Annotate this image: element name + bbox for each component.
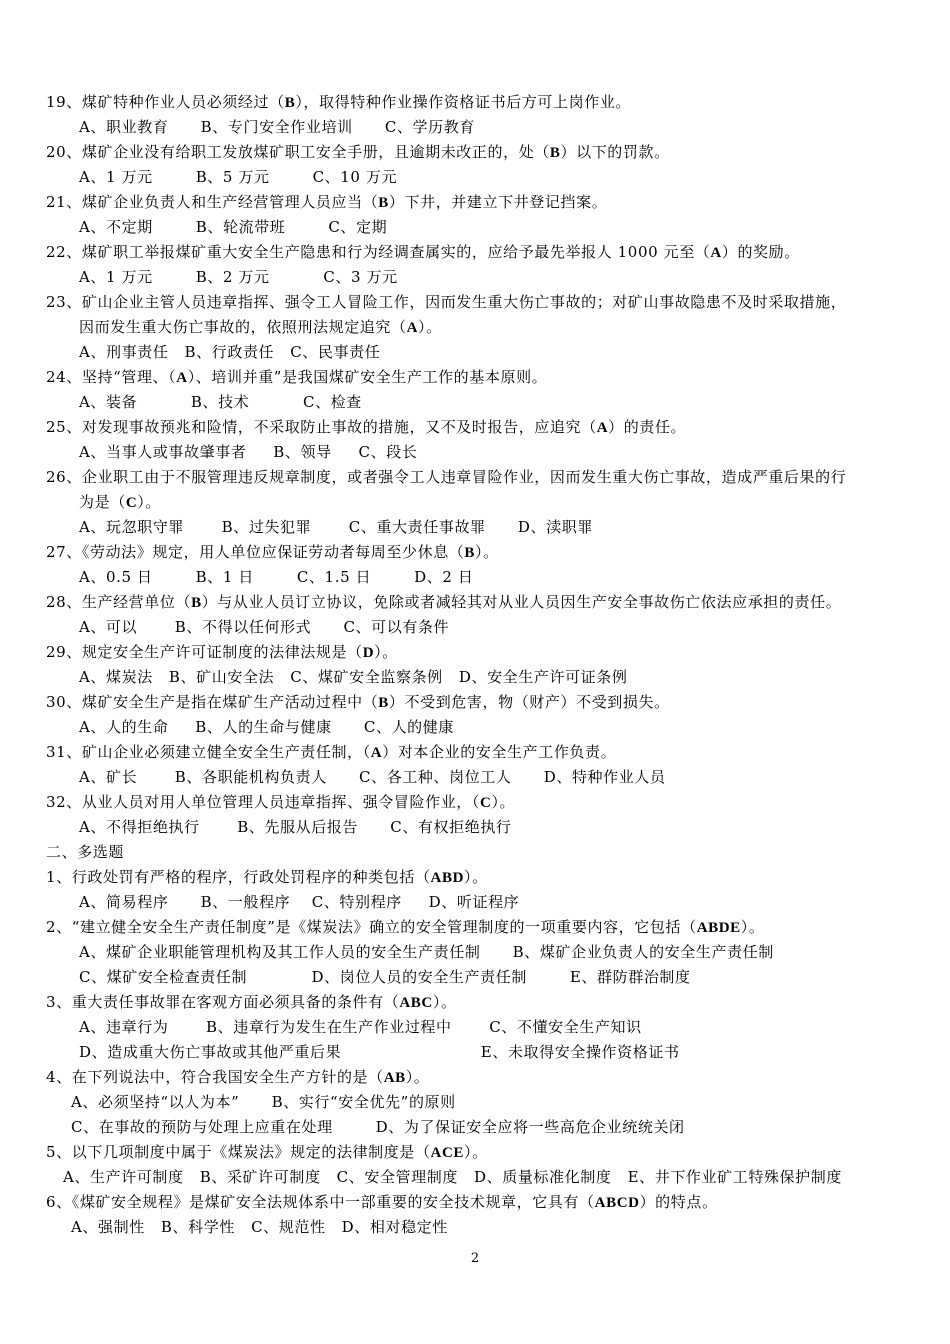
line-q20-opts [79, 167, 397, 187]
line-text: 21、煤矿企业负责人和生产经营管理人员应当（ [46, 193, 379, 211]
line-m2 [46, 917, 764, 938]
line-text: A、职业教育 B、专门安全作业培训 C、学历教育 [79, 118, 475, 136]
line-text: ）。 [740, 918, 765, 936]
line-q24 [46, 367, 547, 388]
line-q30 [46, 692, 670, 713]
line-q19-opts [79, 117, 475, 137]
line-text: ），取得特种作业操作资格证书后方可上岗作业。 [295, 93, 632, 111]
line-m2-opts2 [79, 967, 691, 987]
line-m3-opts1 [79, 1017, 642, 1037]
line-text: 31、矿山企业必须建立健全安全生产责任制，（ [46, 743, 371, 761]
line-q24-opts [79, 392, 362, 412]
line-text: A、必须坚持“以人为本” B、实行“安全优先”的原则 [71, 1093, 456, 1111]
line-text: 19、煤矿特种作业人员必须经过（ [46, 93, 285, 111]
line-q20 [46, 142, 670, 163]
line-q26-cont [79, 492, 161, 513]
line-text: ）。 [432, 993, 457, 1011]
line-m1-opts [79, 892, 519, 912]
line-m4-opts1 [71, 1092, 456, 1112]
line-text: A、刑事责任 B、行政责任 C、民事责任 [79, 343, 381, 361]
line-m6 [46, 1192, 718, 1213]
line-text: ）。 [491, 793, 516, 811]
line-text: 20、煤矿企业没有给职工发放煤矿职工安全手册，且逾期未改正的，处（ [46, 143, 550, 161]
line-text: A、煤炭法 B、矿山安全法 C、煤矿安全监察条例 D、安全生产许可证条例 [79, 668, 628, 686]
answer-key: ACE [430, 1145, 465, 1161]
line-q30-opts [79, 717, 454, 737]
line-text: C、煤矿安全检查责任制 D、岗位人员的安全生产责任制 E、群防群治制度 [79, 968, 691, 986]
line-text: ）。 [137, 493, 161, 511]
answer-key: A [176, 370, 188, 386]
line-text: A、矿长 B、各职能机构负责人 C、各工种、岗位工人 D、特种作业人员 [79, 768, 666, 786]
line-text: ）的责任。 [608, 418, 687, 436]
line-text: 5、以下几项制度中属于《煤炭法》规定的法律制度是（ [46, 1143, 431, 1161]
answer-key: B [191, 595, 202, 611]
line-text: ）对本企业的安全生产工作负责。 [382, 743, 617, 761]
line-q21 [46, 192, 607, 213]
line-text: 30、煤矿安全生产是指在煤矿生产活动过程中（ [46, 693, 379, 711]
answer-key: B [549, 145, 561, 161]
line-text: 因而发生重大伤亡事故的，依照刑法规定追究（ [79, 318, 407, 336]
line-text: 25、对发现事故预兆和险情，不采取防止事故的措施，又不及时报告，应追究（ [46, 418, 597, 436]
page-number: 2 [470, 1251, 480, 1266]
answer-key: A [596, 420, 609, 436]
line-text: 28、生产经营单位（ [46, 593, 192, 611]
line-text: 二、多选题 [46, 843, 125, 861]
line-text: A、0.5 日 B、1 日 C、1.5 日 D、2 日 [79, 568, 474, 586]
line-q26 [46, 467, 846, 487]
line-q32 [46, 792, 515, 813]
line-text: A、当事人或事故肇事者 B、领导 C、段长 [79, 443, 418, 461]
line-q31 [46, 742, 616, 763]
line-q23-cont [79, 317, 442, 338]
answer-key: C [125, 495, 138, 511]
answer-key: A [370, 745, 383, 761]
line-q21-opts [79, 217, 387, 237]
line-text: A、强制性 B、科学性 C、规范性 D、相对稳定性 [71, 1218, 448, 1236]
line-text: ）。 [374, 643, 398, 661]
line-q19 [46, 92, 631, 113]
line-text: 为是（ [79, 493, 126, 511]
line-text: 29、规定安全生产许可证制度的法律法规是（ [46, 643, 363, 661]
line-text: A、生产许可制度 B、采矿许可制度 C、安全管理制度 D、质量标准化制度 E、井下作业矿工特殊保护制度 [63, 1168, 842, 1186]
line-text: ）的特点。 [639, 1193, 718, 1211]
line-m5 [46, 1142, 488, 1163]
answer-key: ABCD [594, 1195, 640, 1211]
line-q29-opts [79, 667, 627, 687]
line-q22-opts [79, 267, 398, 287]
line-text: A、简易程序 B、一般程序 C、特别程序 D、听证程序 [79, 893, 520, 911]
line-text: D、造成重大伤亡事故或其他严重后果 E、未取得安全操作资格证书 [79, 1043, 680, 1061]
answer-key: B [284, 95, 296, 111]
line-text: 22、煤矿职工举报煤矿重大安全生产隐患和行为经调查属实的，应给予最先举报人 1000 元至（ [46, 243, 711, 261]
line-q31-opts [79, 767, 666, 787]
answer-key: B [378, 695, 389, 711]
line-text: 27、《劳动法》规定，用人单位应保证劳动者每周至少休息（ [46, 543, 465, 561]
line-text: A、可以 B、不得以任何形式 C、可以有条件 [79, 618, 450, 636]
line-q27 [46, 542, 499, 563]
line-m5-opts [63, 1167, 842, 1187]
line-text: C、在事故的预防与处理上应重在处理 D、为了保证安全应将一些高危企业统统关闭 [71, 1118, 685, 1136]
line-text: 26、企业职工由于不服管理违反规章制度，或者强令工人违章冒险作业，因而发生重大伤亡事故，造成严重后果的行 [46, 468, 847, 486]
line-text: A、人的生命 B、人的生命与健康 C、人的健康 [79, 718, 454, 736]
answer-key: A [406, 320, 419, 336]
line-text: ）的奖励。 [721, 243, 800, 261]
line-q26-opts [79, 517, 593, 537]
line-text: A、1 万元 B、2 万元 C、3 万元 [79, 268, 398, 286]
line-text: ）以下的罚款。 [560, 143, 670, 161]
line-text: 32、从业人员对用人单位管理人员违章指挥、强令冒险作业，（ [46, 793, 480, 811]
line-text: 2、“建立健全安全生产责任制度”是《煤炭法》确立的安全管理制度的一项重要内容，它包括（ [46, 918, 697, 936]
line-m1 [46, 867, 488, 888]
line-text: 4、在下列说法中，符合我国安全生产方针的是（ [46, 1068, 384, 1086]
line-text: ）与从业人员订立协议，免除或者减轻其对从业人员因生产安全事故伤亡依法应承担的责任。 [201, 593, 842, 611]
line-text: ）下井，并建立下井登记挡案。 [388, 193, 608, 211]
line-q22 [46, 242, 800, 263]
answer-key: A [710, 245, 722, 261]
answer-key: AB [383, 1070, 406, 1086]
line-text: ）。 [464, 868, 488, 886]
line-text: 6、《煤矿安全规程》是煤矿安全法规体系中一部重要的安全技术规章，它具有（ [46, 1193, 595, 1211]
line-m6-opts [71, 1217, 448, 1237]
line-text: A、不定期 B、轮流带班 C、定期 [79, 218, 388, 236]
line-q29 [46, 642, 398, 663]
line-text: 3、重大责任事故罪在客观方面必须具备的条件有（ [46, 993, 400, 1011]
line-q23 [46, 292, 846, 312]
answer-key: ABDE [696, 920, 741, 936]
line-m3-opts2 [79, 1042, 680, 1062]
line-sec2 [46, 842, 124, 862]
answer-key: B [378, 195, 389, 211]
answer-key: ABD [430, 870, 465, 886]
line-q23-opts [79, 342, 380, 362]
answer-key: D [362, 645, 375, 661]
line-m3 [46, 992, 457, 1013]
line-text: 1、行政处罚有严格的程序，行政处罚程序的种类包括（ [46, 868, 431, 886]
line-m4-opts2 [71, 1117, 685, 1137]
line-m2-opts1 [79, 942, 774, 962]
line-text: A、装备 B、技术 C、检查 [79, 393, 362, 411]
line-text: 23、矿山企业主管人员违章指挥、强令工人冒险工作，因而发生重大伤亡事故的；对矿山事故隐患不及时采取措施， [46, 293, 847, 311]
line-text: ）。 [405, 1068, 430, 1086]
line-text: A、煤矿企业职能管理机构及其工作人员的安全生产责任制 B、煤矿企业负责人的安全生产责任制 [79, 943, 774, 961]
line-q28 [46, 592, 841, 613]
line-text: A、违章行为 B、违章行为发生在生产作业过程中 C、不懂安全生产知识 [79, 1018, 642, 1036]
line-text: ）不受到危害，物（财产）不受到损失。 [388, 693, 670, 711]
line-text: A、玩忽职守罪 B、过失犯罪 C、重大责任事故罪 D、渎职罪 [79, 518, 593, 536]
line-text: ）。 [475, 543, 499, 561]
line-text: A、不得拒绝执行 B、先服从后报告 C、有权拒绝执行 [79, 818, 512, 836]
line-text: 24、坚持“管理、（ [46, 368, 177, 386]
line-text: ）。 [418, 318, 442, 336]
line-q25 [46, 417, 686, 438]
answer-key: C [480, 795, 492, 811]
line-q27-opts [79, 567, 473, 587]
answer-key: ABC [399, 995, 433, 1011]
answer-key: B [464, 545, 475, 561]
line-text: ）。 [464, 1143, 488, 1161]
line-text: ）、培训并重”是我国煤矿安全生产工作的基本原则。 [187, 368, 548, 386]
line-m4 [46, 1067, 430, 1088]
line-q32-opts [79, 817, 512, 837]
line-q25-opts [79, 442, 417, 462]
line-q28-opts [79, 617, 449, 637]
line-text: A、1 万元 B、5 万元 C、10 万元 [79, 168, 398, 186]
